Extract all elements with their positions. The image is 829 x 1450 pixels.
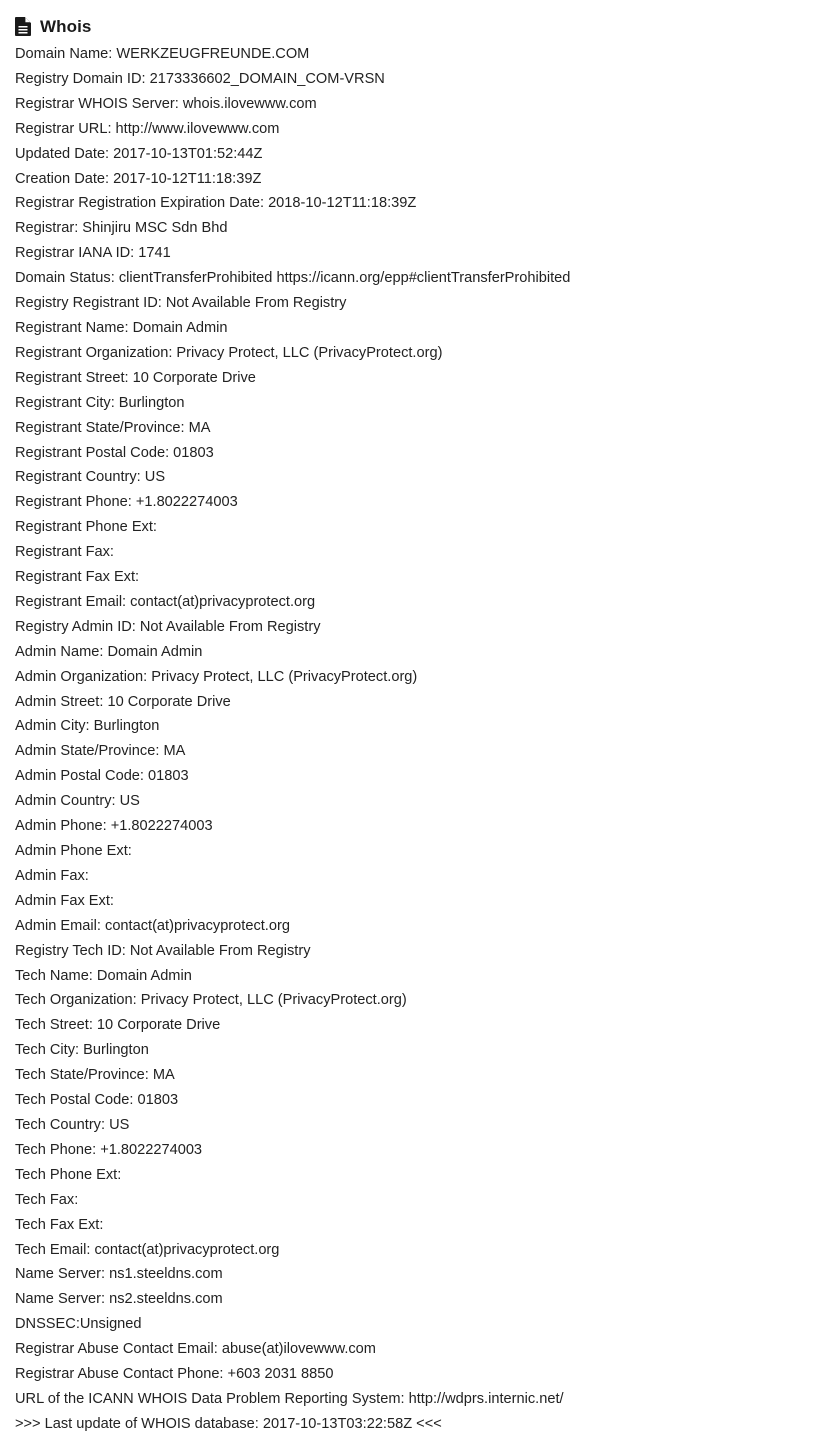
whois-record-line: Admin Country: US [15, 793, 140, 810]
whois-record-line: Registry Tech ID: Not Available From Registry [15, 942, 311, 959]
whois-record-line: Admin Name: Domain Admin [15, 643, 203, 660]
whois-record-line: Registrant Email: contact(at)privacyprotect.org [15, 593, 316, 610]
whois-record-line: Registrant Organization: Privacy Protect, LLC (PrivacyProtect.org) [15, 344, 443, 361]
whois-record-line: Registrant Phone Ext: [15, 519, 157, 536]
whois-record-line: Tech Email: contact(at)privacyprotect.org [15, 1241, 280, 1258]
whois-record-line: Tech Fax Ext: [15, 1216, 104, 1233]
whois-record-line: Registrar Abuse Contact Phone: +603 2031 8850 [15, 1366, 334, 1383]
whois-record-line: Registrant Phone: +1.8022274003 [15, 494, 238, 511]
whois-record-line: Admin State/Province: MA [15, 743, 186, 760]
whois-record-line: Registrant Street: 10 Corporate Drive [15, 369, 256, 386]
whois-record-line: Name Server: ns1.steeldns.com [15, 1266, 223, 1283]
whois-record-line: Admin Phone: +1.8022274003 [15, 818, 213, 835]
whois-record-line: Tech Phone Ext: [15, 1166, 122, 1183]
whois-record-line: Registrant Country: US [15, 469, 166, 486]
whois-record-line: Admin Fax: [15, 867, 89, 884]
whois-record-line: Registry Domain ID: 2173336602_DOMAIN_COM-VRSN [15, 70, 385, 87]
whois-record-line: Registrant State/Province: MA [15, 419, 211, 436]
whois-record-line: >>> Last update of WHOIS database: 2017-10-13T03:22:58Z <<< [15, 1415, 442, 1432]
whois-record-line: Admin City: Burlington [15, 718, 160, 735]
whois-record-line: Registrant Fax: [15, 544, 114, 561]
whois-record-line: Registry Registrant ID: Not Available From Registry [15, 295, 347, 312]
whois-record-line: Creation Date: 2017-10-12T11:18:39Z [15, 170, 262, 187]
whois-record-line: Registrar Registration Expiration Date: 2018-10-12T11:18:39Z [15, 195, 417, 212]
whois-record-line: Registry Admin ID: Not Available From Registry [15, 618, 321, 635]
whois-record-line: Admin Street: 10 Corporate Drive [15, 693, 231, 710]
whois-record-line: Tech State/Province: MA [15, 1067, 175, 1084]
whois-record-line: Tech Organization: Privacy Protect, LLC (PrivacyProtect.org) [15, 992, 407, 1009]
whois-record-line: Registrant Postal Code: 01803 [15, 444, 214, 461]
whois-record-line: Admin Fax Ext: [15, 892, 114, 909]
whois-record-line: Tech Name: Domain Admin [15, 967, 192, 984]
whois-record-line: Admin Postal Code: 01803 [15, 768, 189, 785]
whois-record-line: Registrar WHOIS Server: whois.ilovewww.com [15, 95, 317, 112]
whois-header [15, 16, 829, 38]
whois-record-line: Tech Fax: [15, 1191, 79, 1208]
whois-record-line: Registrant Name: Domain Admin [15, 319, 228, 336]
whois-record-line: Domain Status: clientTransferProhibited https://icann.org/epp#clientTransferProhibited [15, 270, 571, 287]
whois-record-line: Admin Organization: Privacy Protect, LLC (PrivacyProtect.org) [15, 668, 418, 685]
page-title: Whois [40, 17, 92, 36]
whois-record-list [15, 42, 829, 1437]
whois-record-line: Tech Street: 10 Corporate Drive [15, 1017, 221, 1034]
whois-record-line: Updated Date: 2017-10-13T01:52:44Z [15, 145, 263, 162]
whois-record-line: Registrar Abuse Contact Email: abuse(at)ilovewww.com [15, 1341, 376, 1358]
whois-record-line: Registrant Fax Ext: [15, 569, 140, 586]
whois-record-line: Tech Phone: +1.8022274003 [15, 1141, 203, 1158]
whois-record-line: Domain Name: WERKZEUGFREUNDE.COM [15, 46, 310, 62]
whois-record-line: Registrar: Shinjiru MSC Sdn Bhd [15, 220, 228, 237]
whois-record-line: Registrar URL: http://www.ilovewww.com [15, 120, 280, 137]
whois-record-line: Tech Country: US [15, 1116, 130, 1133]
whois-record-line: Admin Email: contact(at)privacyprotect.org [15, 917, 290, 934]
whois-record-line: Registrant City: Burlington [15, 394, 185, 411]
whois-record-line: Tech City: Burlington [15, 1042, 149, 1059]
whois-record-line: Registrar IANA ID: 1741 [15, 245, 171, 262]
whois-record-line: DNSSEC:Unsigned [15, 1316, 142, 1333]
whois-record-line: Name Server: ns2.steeldns.com [15, 1291, 223, 1308]
whois-record-line: URL of the ICANN WHOIS Data Problem Reporting System: http://wdprs.internic.net/ [15, 1390, 564, 1407]
whois-record-line: Admin Phone Ext: [15, 843, 132, 859]
document-icon [15, 17, 32, 37]
whois-record-line: Tech Postal Code: 01803 [15, 1092, 179, 1109]
